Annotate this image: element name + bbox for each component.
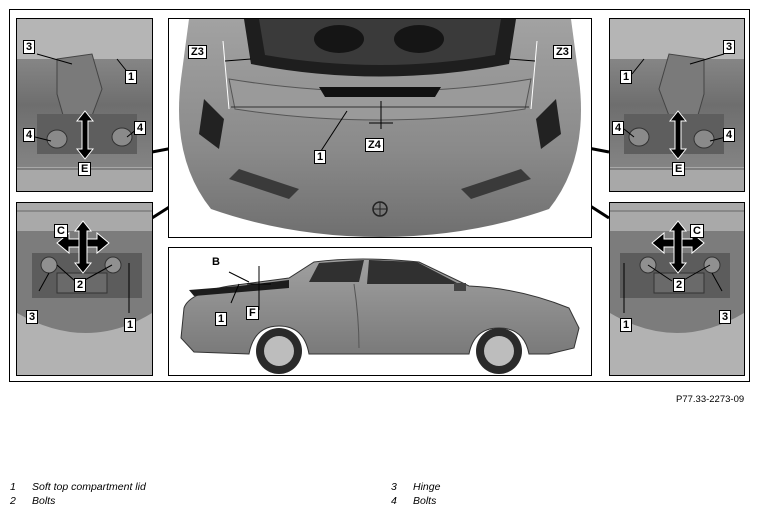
side-view-panel	[168, 247, 592, 376]
legend-item-4-number: 4	[391, 495, 397, 507]
main-rear-view-panel	[168, 18, 592, 238]
callout-4-top-left-b: 4	[134, 121, 146, 135]
callout-1-bottom-right: 1	[620, 318, 632, 332]
legend-item-3-text: Hinge	[413, 481, 441, 493]
callout-C-bottom-right: C	[690, 224, 704, 238]
callout-4-top-right-b: 4	[723, 128, 735, 142]
callout-2-bottom-right: 2	[673, 278, 685, 292]
figure-reference: P77.33-2273-09	[676, 394, 745, 405]
callout-1-bottom-left: 1	[124, 318, 136, 332]
callout-3-top-right: 3	[723, 40, 735, 54]
callout-2-bottom-left: 2	[74, 278, 86, 292]
callout-Z3-main-right: Z3	[553, 45, 572, 59]
callout-Z3-main-left: Z3	[188, 45, 207, 59]
callout-3-top-left: 3	[23, 40, 35, 54]
callout-B-side: B	[212, 256, 220, 268]
callout-Z4-main: Z4	[365, 138, 384, 152]
legend-item-3-number: 3	[391, 481, 397, 493]
callout-4-top-left-a: 4	[23, 128, 35, 142]
callout-1-main: 1	[314, 150, 326, 164]
callout-1-side: 1	[215, 312, 227, 326]
legend-item-1-number: 1	[10, 481, 16, 493]
callout-4-top-right-a: 4	[612, 121, 624, 135]
callout-E-top-right: E	[672, 162, 685, 176]
legend-item-1-text: Soft top compartment lid	[32, 481, 146, 493]
callout-F-side: F	[246, 306, 259, 320]
callout-E-top-left: E	[78, 162, 91, 176]
legend-item-2-text: Bolts	[32, 495, 56, 507]
legend-item-4-text: Bolts	[413, 495, 437, 507]
callout-1-top-left: 1	[125, 70, 137, 84]
callout-1-top-right: 1	[620, 70, 632, 84]
callout-3-bottom-left: 3	[26, 310, 38, 324]
callout-3-bottom-right: 3	[719, 310, 731, 324]
callout-C-bottom-left: C	[54, 224, 68, 238]
legend-item-2-number: 2	[10, 495, 16, 507]
